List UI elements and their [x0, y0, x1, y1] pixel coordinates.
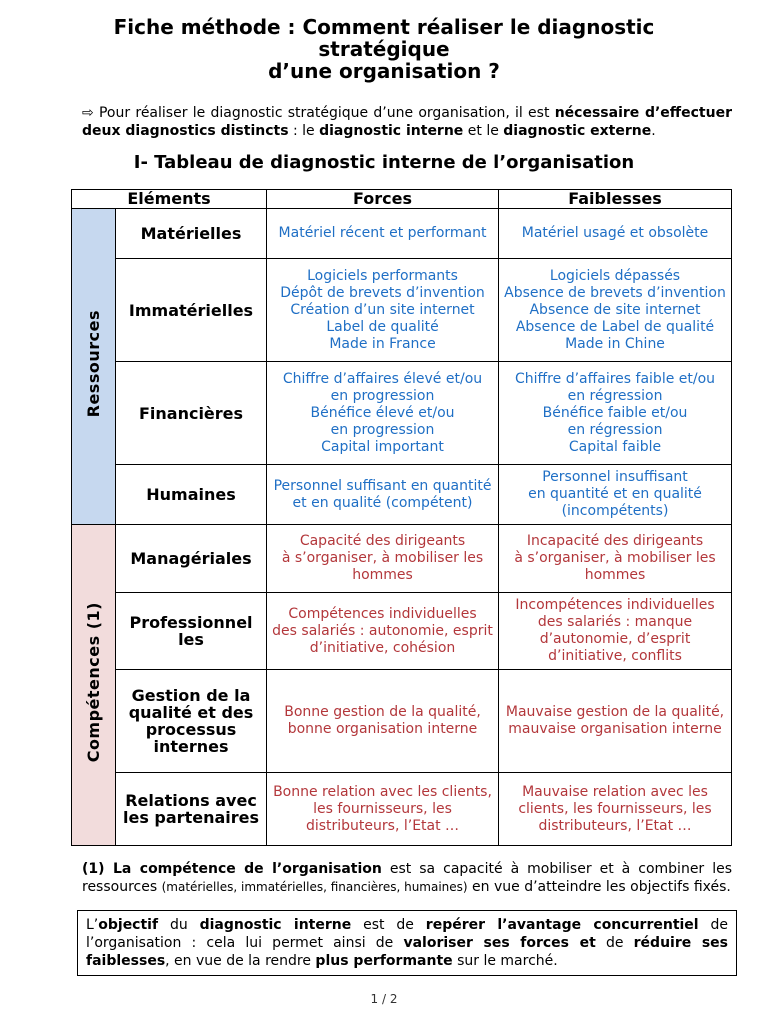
- table-row: [72, 465, 732, 525]
- intro-bold: nécessaire d’effectuer deux diagnostics distincts: [82, 105, 732, 139]
- cell-line: Capacité des dirigeants: [299, 533, 466, 549]
- cell-line: bonne organisation interne: [287, 721, 478, 737]
- footnote-text: en vue d’atteindre les objectifs fixés.: [467, 879, 731, 895]
- cell-line: Absence de brevets d’invention: [504, 284, 726, 301]
- box-bold: diagnostic interne: [199, 917, 352, 933]
- box-text: L’: [86, 917, 99, 933]
- cell-line: clients, les fournisseurs, les: [518, 800, 712, 817]
- cell-line: Made in Chine: [565, 335, 665, 352]
- faiblesses-cell: [499, 670, 732, 773]
- cell-line: Capital important: [321, 438, 444, 455]
- diagnostic-table: [71, 189, 732, 846]
- title-line-3: d’une organisation ?: [268, 59, 500, 83]
- page-number: 1 / 2: [370, 992, 398, 1006]
- objective-box: [77, 910, 737, 976]
- cell-line: à s’organiser, à mobiliser les: [281, 550, 484, 566]
- category-cell: Managériales: [116, 525, 267, 593]
- box-text: est de: [351, 917, 426, 933]
- header-forces: Forces: [267, 190, 499, 209]
- intro-bold: diagnostic interne: [319, 123, 464, 139]
- cell-line: Bénéfice faible et/ou: [542, 404, 688, 421]
- cell-line: à s’organiser, à mobiliser les: [514, 550, 716, 566]
- category-cell: [116, 593, 267, 670]
- intro-bold: diagnostic externe: [503, 123, 652, 139]
- forces-cell: [267, 259, 499, 362]
- cell-line: hommes: [352, 567, 413, 583]
- table-row: [72, 362, 732, 465]
- forces-cell: [267, 209, 499, 259]
- faiblesses-cell: [499, 525, 732, 593]
- forces-cell: [267, 525, 499, 593]
- cell-line: d’initiative, conflits: [548, 648, 682, 664]
- arrow-icon: ⇨: [82, 105, 94, 121]
- cell-line: Absence de Label de qualité: [515, 318, 715, 335]
- box-text: , en vue de la rendre: [165, 953, 316, 969]
- cell-line: Chiffre d’affaires faible et/ou: [515, 370, 716, 387]
- cell-line: et en qualité (compétent): [292, 494, 473, 511]
- category-cell: Financières: [116, 362, 267, 465]
- forces-cell: [267, 465, 499, 525]
- forces-cell: [267, 773, 499, 846]
- cell-line: Personnel insuffisant: [542, 469, 688, 485]
- cell-line: Made in France: [329, 335, 436, 352]
- faiblesses-cell: [499, 465, 732, 525]
- cell-line: Personnel suffisant en quantité: [273, 477, 492, 494]
- cell-line: (incompétents): [561, 503, 669, 519]
- cell-line: en régression: [567, 421, 663, 438]
- cell-line: Chiffre d’affaires élevé et/ou: [282, 370, 483, 387]
- forces-cell: [267, 362, 499, 465]
- cell-line: mauvaise organisation interne: [508, 721, 722, 737]
- group-competences: [72, 525, 116, 846]
- table-row: [72, 259, 732, 362]
- category-cell: Gestion de la qualité et des processus internes: [116, 670, 267, 773]
- cell-line: Bénéfice élevé et/ou: [310, 404, 455, 421]
- box-bold: valoriser ses forces et: [403, 935, 596, 951]
- intro-text: : le: [288, 123, 320, 139]
- cell-line: distributeurs, l’Etat …: [305, 817, 460, 834]
- intro-text: .: [651, 123, 656, 139]
- box-bold: réduire ses faiblesses: [86, 935, 729, 969]
- box-bold: plus performante: [315, 953, 453, 969]
- faiblesses-cell: [499, 593, 732, 670]
- forces-cell: [267, 593, 499, 670]
- cell-line: Matériel récent et performant: [278, 225, 487, 241]
- cell-line: Création d’un site internet: [290, 301, 475, 318]
- cell-line: Compétences individuelles: [288, 605, 477, 622]
- cell-line: Incapacité des dirigeants: [526, 533, 704, 549]
- intro-text: Pour réaliser le diagnostic stratégique d’une organisation, il est: [93, 105, 555, 121]
- table-row: [72, 525, 732, 593]
- table-row: [72, 773, 732, 846]
- page-title: [40, 16, 728, 82]
- box-text: du: [158, 917, 200, 933]
- faiblesses-cell: [499, 259, 732, 362]
- group-resources: [72, 209, 116, 525]
- header-elements: Eléments: [72, 190, 267, 209]
- cell-line: en quantité et en qualité: [528, 486, 702, 502]
- header-faiblesses: Faiblesses: [499, 190, 732, 209]
- cell-line: Mauvaise relation avec les: [522, 783, 708, 800]
- cell-line: Logiciels dépassés: [549, 267, 681, 284]
- title-line-2: stratégique: [318, 37, 450, 61]
- category-cell: Humaines: [116, 465, 267, 525]
- footnote-bold: (1) La compétence de l’organisation: [82, 861, 382, 877]
- box-bold: repérer l’avantage concurrentiel: [425, 917, 699, 933]
- group-label: Compétences (1): [84, 602, 103, 763]
- faiblesses-cell: [499, 209, 732, 259]
- box-bold: objectif: [98, 917, 159, 933]
- cell-line: en progression: [330, 421, 435, 438]
- forces-cell: [267, 670, 499, 773]
- category-cell: Matérielles: [116, 209, 267, 259]
- cell-line: Logiciels performants: [307, 267, 458, 284]
- faiblesses-cell: [499, 362, 732, 465]
- cell-line: Incompétences individuelles: [515, 597, 715, 613]
- cell-line: des salariés : autonomie, esprit: [272, 622, 493, 639]
- cell-line: Capital faible: [568, 438, 662, 455]
- category-label: Professionnelles: [129, 613, 253, 649]
- category-cell: Relations avec les partenaires: [116, 773, 267, 846]
- cell-line: distributeurs, l’Etat …: [538, 817, 692, 834]
- table-row: [72, 209, 732, 259]
- footnote-small: (matérielles, immatérielles, financières, humaines): [161, 880, 468, 894]
- box-text: de: [595, 935, 634, 951]
- footnote: [82, 860, 732, 896]
- cell-line: les fournisseurs, les: [313, 800, 452, 817]
- cell-line: Mauvaise gestion de la qualité,: [505, 704, 725, 720]
- section-title: I- Tableau de diagnostic interne de l’organisation: [133, 152, 635, 173]
- table-row: [72, 593, 732, 670]
- intro-paragraph: [82, 104, 732, 140]
- box-text: sur le marché.: [452, 953, 558, 969]
- cell-line: en progression: [330, 387, 435, 404]
- cell-line: Bonne relation avec les clients,: [273, 783, 492, 800]
- cell-line: hommes: [584, 567, 646, 583]
- intro-text: et le: [463, 123, 504, 139]
- box-text: de l’organisation : cela lui permet ainsi de: [86, 917, 728, 951]
- footnote-text: est sa capacité à mobiliser et à combiner les ressources: [82, 861, 732, 895]
- category-label: Immatérielles: [128, 300, 254, 320]
- cell-line: des salariés : manque: [537, 614, 693, 630]
- cell-line: d’initiative, cohésion: [309, 639, 456, 656]
- table-row: [72, 670, 732, 773]
- cell-line: Label de qualité: [326, 318, 439, 335]
- group-label: Ressources: [84, 310, 103, 418]
- faiblesses-cell: [499, 773, 732, 846]
- cell-line: en régression: [567, 387, 663, 404]
- cell-line: Absence de site internet: [529, 301, 701, 318]
- cell-line: Dépôt de brevets d’invention: [280, 284, 485, 301]
- cell-line: Bonne gestion de la qualité,: [284, 704, 481, 720]
- category-cell: [116, 259, 267, 362]
- cell-line: Matériel usagé et obsolète: [521, 225, 709, 241]
- cell-line: d’autonomie, d’esprit: [539, 631, 691, 647]
- title-line-1: Fiche méthode : Comment réaliser le diagnostic: [113, 15, 655, 39]
